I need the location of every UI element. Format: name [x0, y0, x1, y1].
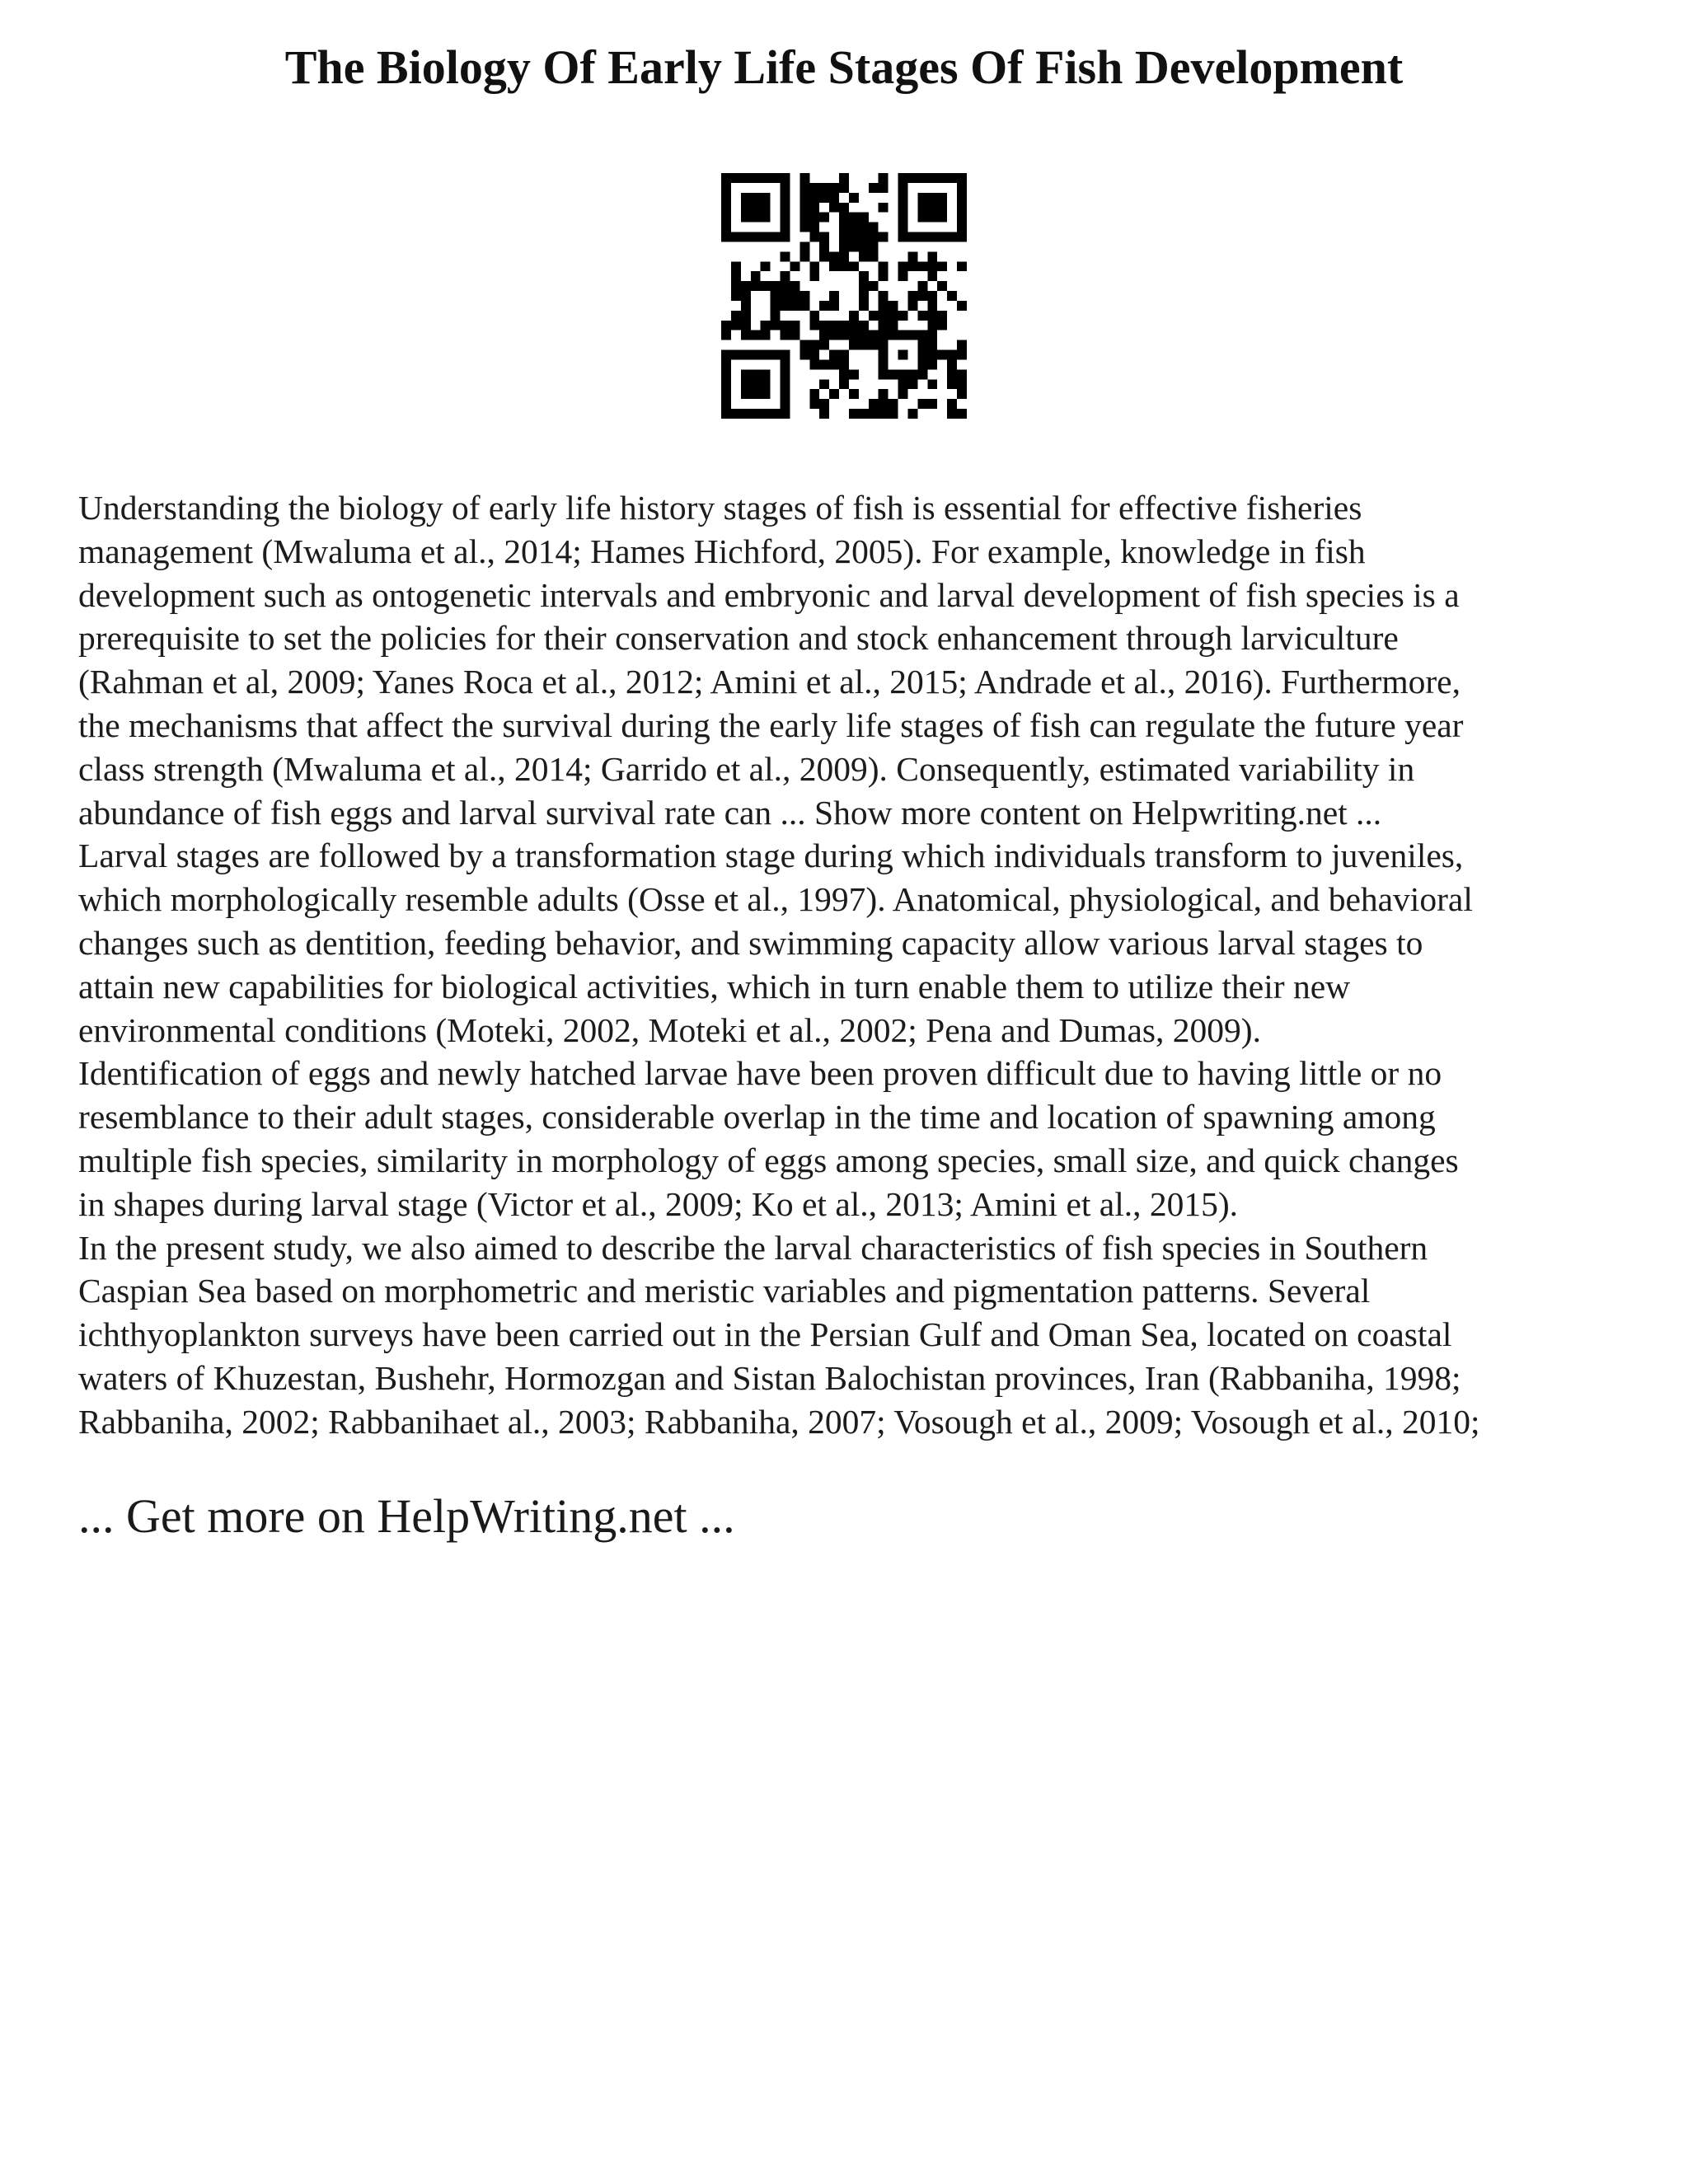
body-line: resemblance to their adult stages, considerable overlap in the time and location of spawning among — [78, 1098, 1436, 1137]
body-line: waters of Khuzestan, Bushehr, Hormozgan and Sistan Balochistan provinces, Iran (Rabbaniha, 1998; — [78, 1358, 1461, 1397]
get-more-link[interactable]: ... Get more on HelpWriting.net ... — [78, 1489, 735, 1543]
body-line: (Rahman et al, 2009; Yanes Roca et al., 2012; Amini et al., 2015; Andrade et al., 2016). Furthermore, — [78, 663, 1461, 701]
body-line: class strength (Mwaluma et al., 2014; Garrido et al., 2009). Consequently, estimated variability in — [78, 749, 1415, 788]
body-line: Rabbaniha, 2002; Rabbanihaet al., 2003; Rabbaniha, 2007; Vosough et al., 2009; Vosough et al., 2010; — [78, 1402, 1480, 1441]
document-title: The Biology Of Early Life Stages Of Fish Development — [284, 40, 1404, 94]
body-line: Understanding the biology of early life history stages of fish is essential for effective fisheries — [78, 489, 1362, 527]
qr-code-graphic — [721, 173, 967, 419]
qr-code-icon[interactable] — [721, 173, 967, 419]
body-line: management (Mwaluma et al., 2014; Hames Hichford, 2005). For example, knowledge in fish — [78, 532, 1366, 570]
body-line: ichthyoplankton surveys have been carried out in the Persian Gulf and Oman Sea, located on coastal — [78, 1315, 1452, 1354]
body-line: environmental conditions (Moteki, 2002, Moteki et al., 2002; Pena and Dumas, 2009). — [78, 1010, 1261, 1049]
body-line: Identification of eggs and newly hatched larvae have been proven difficult due to having little or no — [78, 1054, 1442, 1093]
body-line: In the present study, we also aimed to describe the larval characteristics of fish species in Southern — [78, 1228, 1428, 1267]
article-body — [78, 486, 1628, 1444]
body-line: attain new capabilities for biological activities, which in turn enable them to utilize their new — [78, 967, 1351, 1005]
body-line: development such as ontogenetic intervals and embryonic and larval development of fish species is a — [78, 575, 1460, 614]
body-line: the mechanisms that affect the survival during the early life stages of fish can regulate the future year — [78, 705, 1464, 744]
body-line: changes such as dentition, feeding behavior, and swimming capacity allow various larval stages to — [78, 923, 1423, 962]
body-line: abundance of fish eggs and larval survival rate can ... Show more content on Helpwriting.net ... — [78, 793, 1382, 832]
body-line: Larval stages are followed by a transformation stage during which individuals transform to juveniles, — [78, 837, 1464, 875]
body-line: prerequisite to set the policies for their conservation and stock enhancement through larviculture — [78, 619, 1399, 658]
body-line: in shapes during larval stage (Victor et al., 2009; Ko et al., 2013; Amini et al., 2015). — [78, 1184, 1239, 1223]
body-line: Caspian Sea based on morphometric and meristic variables and pigmentation patterns. Several — [78, 1272, 1371, 1310]
body-line: which morphologically resemble adults (Osse et al., 1997). Anatomical, physiological, and behavioral — [78, 880, 1473, 919]
body-line: multiple fish species, similarity in morphology of eggs among species, small size, and quick changes — [78, 1141, 1459, 1179]
